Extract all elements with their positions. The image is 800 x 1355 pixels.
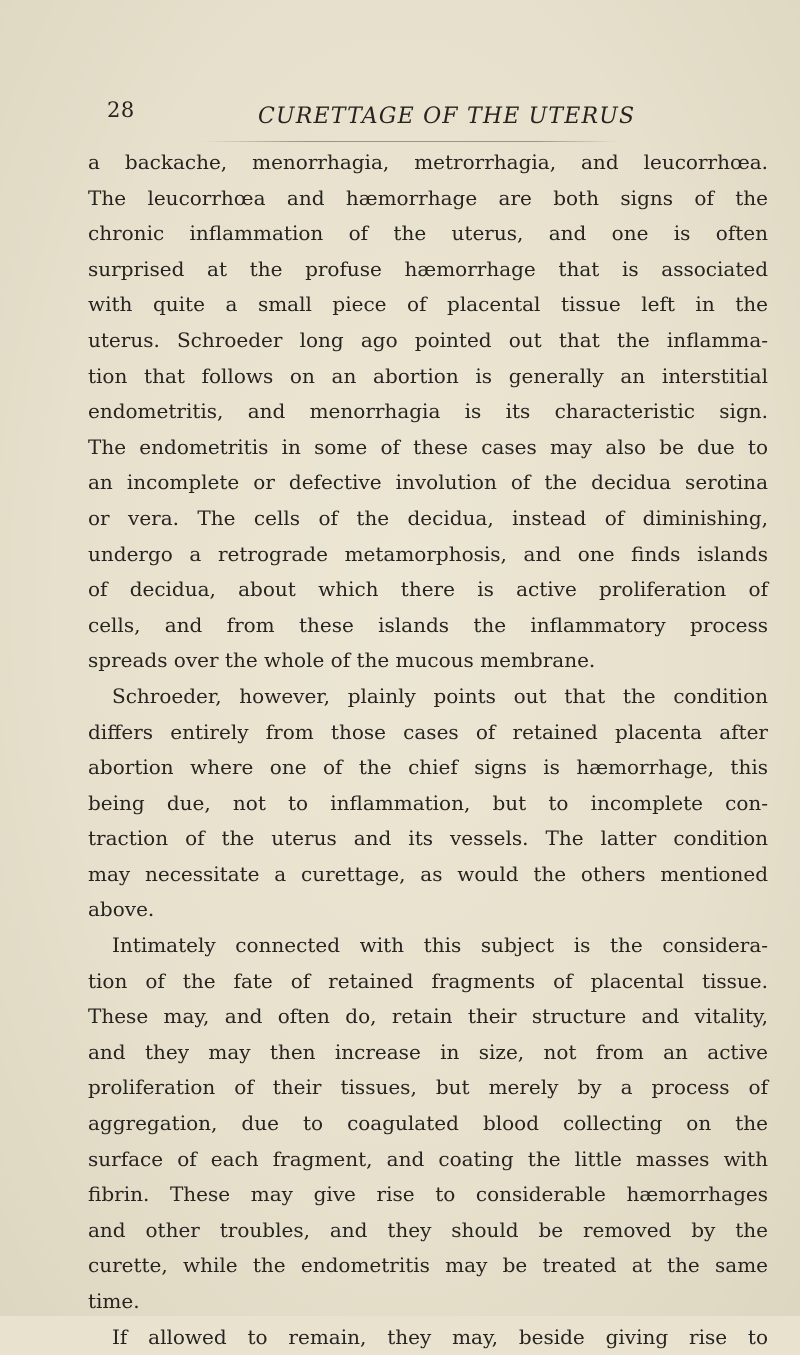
text-line: These may, and often do, retain their structure and vitality, — [88, 1004, 768, 1029]
text-line: an incomplete or defective involution of the decidua serotina — [88, 470, 768, 495]
text-line: and other troubles, and they should be removed by the — [88, 1217, 768, 1242]
header-rule — [200, 141, 620, 142]
text-line: being due, not to inflammation, but to incomplete con- — [88, 790, 768, 815]
text-line: tion of the fate of retained fragments of placental tissue. — [88, 968, 768, 993]
text-line: undergo a retrograde metamorphosis, and one finds islands — [88, 541, 768, 566]
text-line: Intimately connected with this subject is the considera- — [112, 933, 768, 958]
text-line: traction of the uterus and its vessels. The latter condition — [88, 826, 768, 851]
text-line: above. — [88, 897, 155, 922]
text-line: with quite a small piece of placental tissue left in the — [88, 292, 768, 317]
text-line: spreads over the whole of the mucous membrane. — [88, 648, 596, 673]
text-line: chronic inflammation of the uterus, and one is often — [88, 221, 768, 246]
text-line: differs entirely from those cases of retained placenta after — [88, 719, 768, 744]
body-text — [88, 145, 768, 1355]
text-line: a backache, menorrhagia, metrorrhagia, and leucorrhœa. — [88, 150, 768, 174]
text-line: surprised at the profuse hæmorrhage that is associated — [88, 256, 768, 281]
text-line: If allowed to remain, they may, beside giving rise to — [112, 1324, 768, 1349]
text-line: may necessitate a curettage, as would the others mentioned — [88, 861, 768, 886]
running-head: CURETTAGE OF THE UTERUS — [258, 104, 636, 129]
text-line: curette, while the endometritis may be treated at the same — [88, 1253, 768, 1278]
text-line: The endometritis in some of these cases may also be due to — [88, 434, 768, 459]
text-line: endometritis, and menorrhagia is its characteristic sign. — [88, 399, 768, 424]
text-line: fibrin. These may give rise to considerable hæmorrhages — [88, 1182, 768, 1207]
text-line: aggregation, due to coagulated blood collecting on the — [88, 1111, 768, 1136]
text-line: Schroeder, however, plainly points out that the condition — [112, 683, 768, 708]
text-line: cells, and from these islands the inflammatory process — [88, 612, 768, 637]
text-line: uterus. Schroeder long ago pointed out that the inflamma- — [88, 327, 768, 352]
text-line: abortion where one of the chief signs is hæmorrhage, this — [88, 755, 768, 780]
text-line: tion that follows on an abortion is generally an interstitial — [88, 363, 768, 388]
text-line: time. — [88, 1289, 140, 1313]
text-line: of decidua, about which there is active proliferation of — [88, 577, 768, 602]
text-line: proliferation of their tissues, but merely by a process of — [88, 1075, 768, 1100]
page-number: 28 — [107, 98, 135, 122]
text-line: The leucorrhœa and hæmorrhage are both signs of the — [88, 185, 768, 210]
text-line: or vera. The cells of the decidua, instead of diminishing, — [88, 505, 768, 530]
text-line: surface of each fragment, and coating the little masses with — [88, 1146, 768, 1171]
text-line: and they may then increase in size, not from an active — [88, 1039, 768, 1064]
